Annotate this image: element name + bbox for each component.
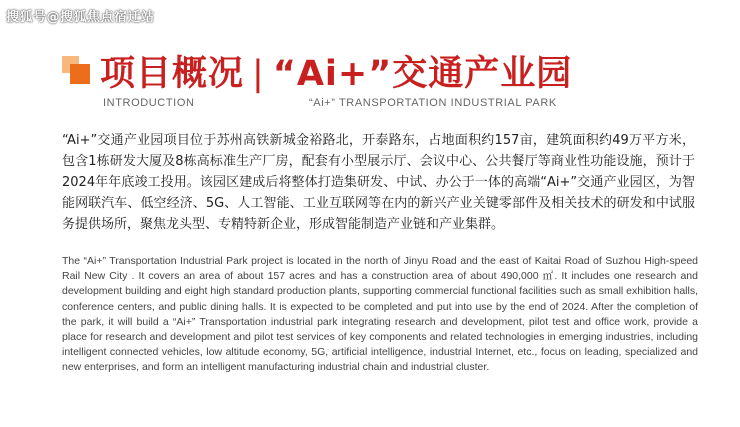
paragraph-english: The “Ai+” Transportation Industrial Park project is located in the north of Jinyu Road and the east of Kaitai Road of Suzhou High-speed Rail New City . It covers an area of about 157 acres and has a construction area of about 490,000 ㎡. It includes one research and development building and eight high standard production plants, supporting commercial functional facilities such as small exhibition halls, conference centers, and public dining halls. It is expected to be completed and put into use by the end of 2024. After the completion of the park, it will build a “Ai+” Transportation industrial park integrating research and development, pilot test and office work, provide a place for research and development and pilot test services of key components and related technologies in emerging industries, including intelligent connected vehicles, low altitude economy, 5G, artificial intelligence, industrial Internet, etc., focus on leading, specialized and new enterprises, and form an intelligent manufacturing industrial chain and industrial cluster. [62, 255, 698, 374]
watermark: 搜狐号@搜狐焦点宿迁站 [6, 10, 155, 25]
title-left: 项目概况 [100, 54, 245, 94]
title-right: “Ai+”交通产业园 [272, 54, 573, 94]
page-title [100, 46, 572, 96]
subtitle-en: “Ai+” TRANSPORTATION INDUSTRIAL PARK [309, 97, 557, 109]
intro-label: INTRODUCTION [103, 97, 195, 109]
title-separator: | [252, 54, 265, 94]
orange-square-icon [70, 64, 90, 84]
paragraph-chinese: “Ai+”交通产业园项目位于苏州高铁新城金裕路北，开泰路东，占地面积约157亩，建筑面积约49万平方米，包含1栋研发大厦及8栋高标准生产厂房，配套有小型展示厅、会议中心、公共餐厅等商业性功能设施，预计于2024年年底竣工投用。该园区建成后将整体打造集研发、中试、办公于一体的高端“Ai+”交通产业园区，为智能网联汽车、低空经济、5G、人工智能、工业互联网等在内的新兴产业关键零部件及相关技术的研发和中试服务提供场所，聚焦龙头型、专精特新企业，形成智能制造产业链和产业集群。 [62, 133, 695, 232]
